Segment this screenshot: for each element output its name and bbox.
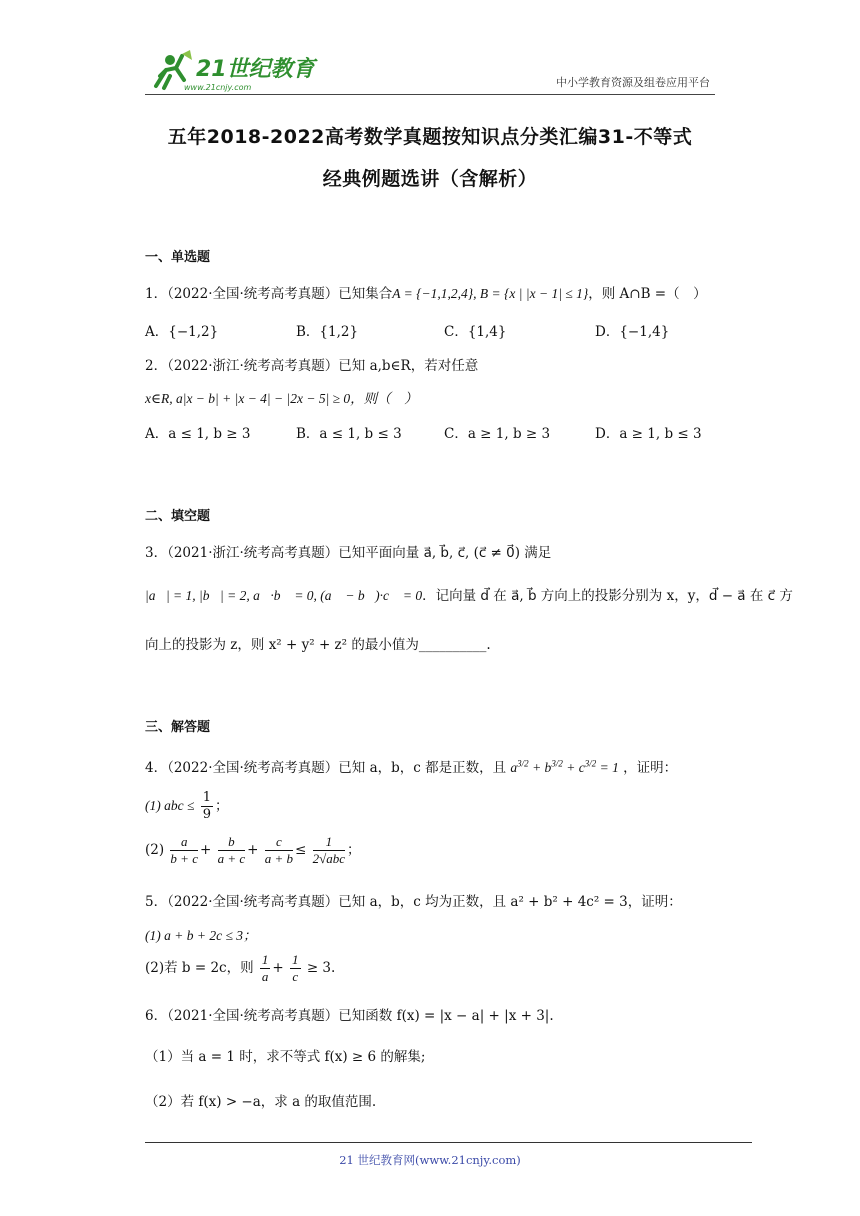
svg-text:21世纪教育: 21世纪教育	[196, 57, 315, 82]
q4-p2-term-1: $\frac{a}{b + c}$	[170, 834, 198, 866]
q2-option-d[interactable]: D．a ≥ 1, b ≤ 3	[595, 426, 702, 442]
doc-title-line1: 五年2018-2022高考数学真题按知识点分类汇编31-不等式	[167, 126, 693, 148]
site-name: 中小学教育资源及组卷应用平台	[556, 76, 710, 89]
q1-option-b[interactable]: B．{1,2}	[296, 324, 359, 340]
question-4-stem: 4．（2022·全国·统考高考真题）已知 a，b，c 都是正数，且 $a^{3/2} + b^{3/2} + c^{3/2} = 1$ ，证明：	[145, 758, 678, 776]
question-2-stem: 2．（2022·浙江·统考高考真题）已知 a,b∈R，若对任意	[145, 358, 479, 374]
q5-frac-1-over-a: $\frac{1}{a}$	[261, 952, 269, 984]
question-4-part-2: (2) $\frac{a}{b + c}$ + $\frac{b}{a + c}$ + $\frac{c}{a + b}$ ≤ $\frac{1}{\text{2√abc}}$ ；	[145, 834, 361, 866]
question-6-stem: 6．（2021·全国·统考高考真题）已知函数 f(x) = |x − a| + |x + 3|.	[145, 1008, 554, 1024]
q1-option-c[interactable]: C．{1,4}	[444, 324, 507, 340]
question-4-part-1: (1) abc ≤ $\frac{1}{9}$ ；	[145, 790, 229, 822]
question-6-part-2: （2）若 f(x) > −a，求 a 的取值范围.	[145, 1094, 377, 1110]
q4-p2-term-2: $\frac{b}{a + c}$	[217, 834, 246, 866]
question-3-condition: |a⃗| = 1, |b⃗| = 2, a⃗·b⃗ = 0, (a⃗ − b⃗)·c⃗ = 0．记向量 d⃗ 在 a⃗, b⃗ 方向上的投影分别为 x，y，d⃗ − a⃗ 在 c⃗ 方	[145, 588, 793, 604]
question-6-part-1: （1）当 a = 1 时，求不等式 f(x) ≥ 6 的解集;	[145, 1049, 426, 1065]
q2-option-c[interactable]: C．a ≥ 1, b ≥ 3	[444, 426, 551, 442]
question-5-part-1: (1) a + b + 2c ≤ 3；	[145, 928, 257, 943]
q2-option-b[interactable]: B．a ≤ 1, b ≤ 3	[296, 426, 402, 442]
question-5-stem: 5．（2022·全国·统考高考真题）已知 a，b，c 均为正数，且 a² + b² + 4c² = 3，证明：	[145, 894, 682, 910]
site-logo	[148, 46, 318, 94]
section-heading-answer: 三、解答题	[145, 720, 211, 735]
q5-frac-1-over-c: $\frac{1}{c}$	[292, 952, 299, 984]
question-5-part-2: (2)若 b = 2c，则 $\frac{1}{a}$ + $\frac{1}{c}$ ≥ 3.	[145, 952, 336, 984]
question-2-condition: x∈R, a|x − b| + |x − 4| − |2x − 5| ≥ 0，则（ ）	[145, 391, 418, 406]
section-heading-fill-blank: 二、填空题	[145, 509, 211, 524]
q4-p1-fraction: $\frac{1}{9}$	[202, 790, 211, 822]
footer-divider	[145, 1142, 752, 1143]
q4-p2-term-3: $\frac{c}{a + b}$	[264, 834, 294, 866]
header-divider	[145, 94, 715, 95]
doc-title-line2: 经典例题选讲（含解析）	[322, 168, 538, 190]
question-1-stem: 1．（2022·全国·统考高考真题）已知集合A = {−1,1,2,4}, B = {x | |x − 1| ≤ 1}，则 A∩B =（ ）	[145, 286, 707, 302]
question-3-stem: 3．（2021·浙江·统考高考真题）已知平面向量 a⃗, b⃗, c⃗, (c⃗ ≠ 0⃗) 满足	[145, 545, 552, 561]
footer-link[interactable]: 21 世纪教育网(www.21cnjy.com)	[339, 1153, 521, 1167]
svg-text:www.21cnjy.com: www.21cnjy.com	[184, 83, 252, 92]
question-3-ask: 向上的投影为 z，则 x² + y² + z² 的最小值为__________.	[145, 637, 491, 653]
section-heading-single-choice: 一、单选题	[145, 250, 211, 265]
q4-p2-rhs: $\frac{1}{\text{2√abc}}$	[312, 834, 346, 866]
q2-option-a[interactable]: A．a ≤ 1, b ≥ 3	[145, 426, 251, 442]
q4-condition: $a^{3/2} + b^{3/2} + c^{3/2} = 1$	[510, 758, 619, 775]
q1-option-a[interactable]: A．{−1,2}	[145, 324, 219, 340]
q1-option-d[interactable]: D．{−1,4}	[595, 324, 670, 340]
